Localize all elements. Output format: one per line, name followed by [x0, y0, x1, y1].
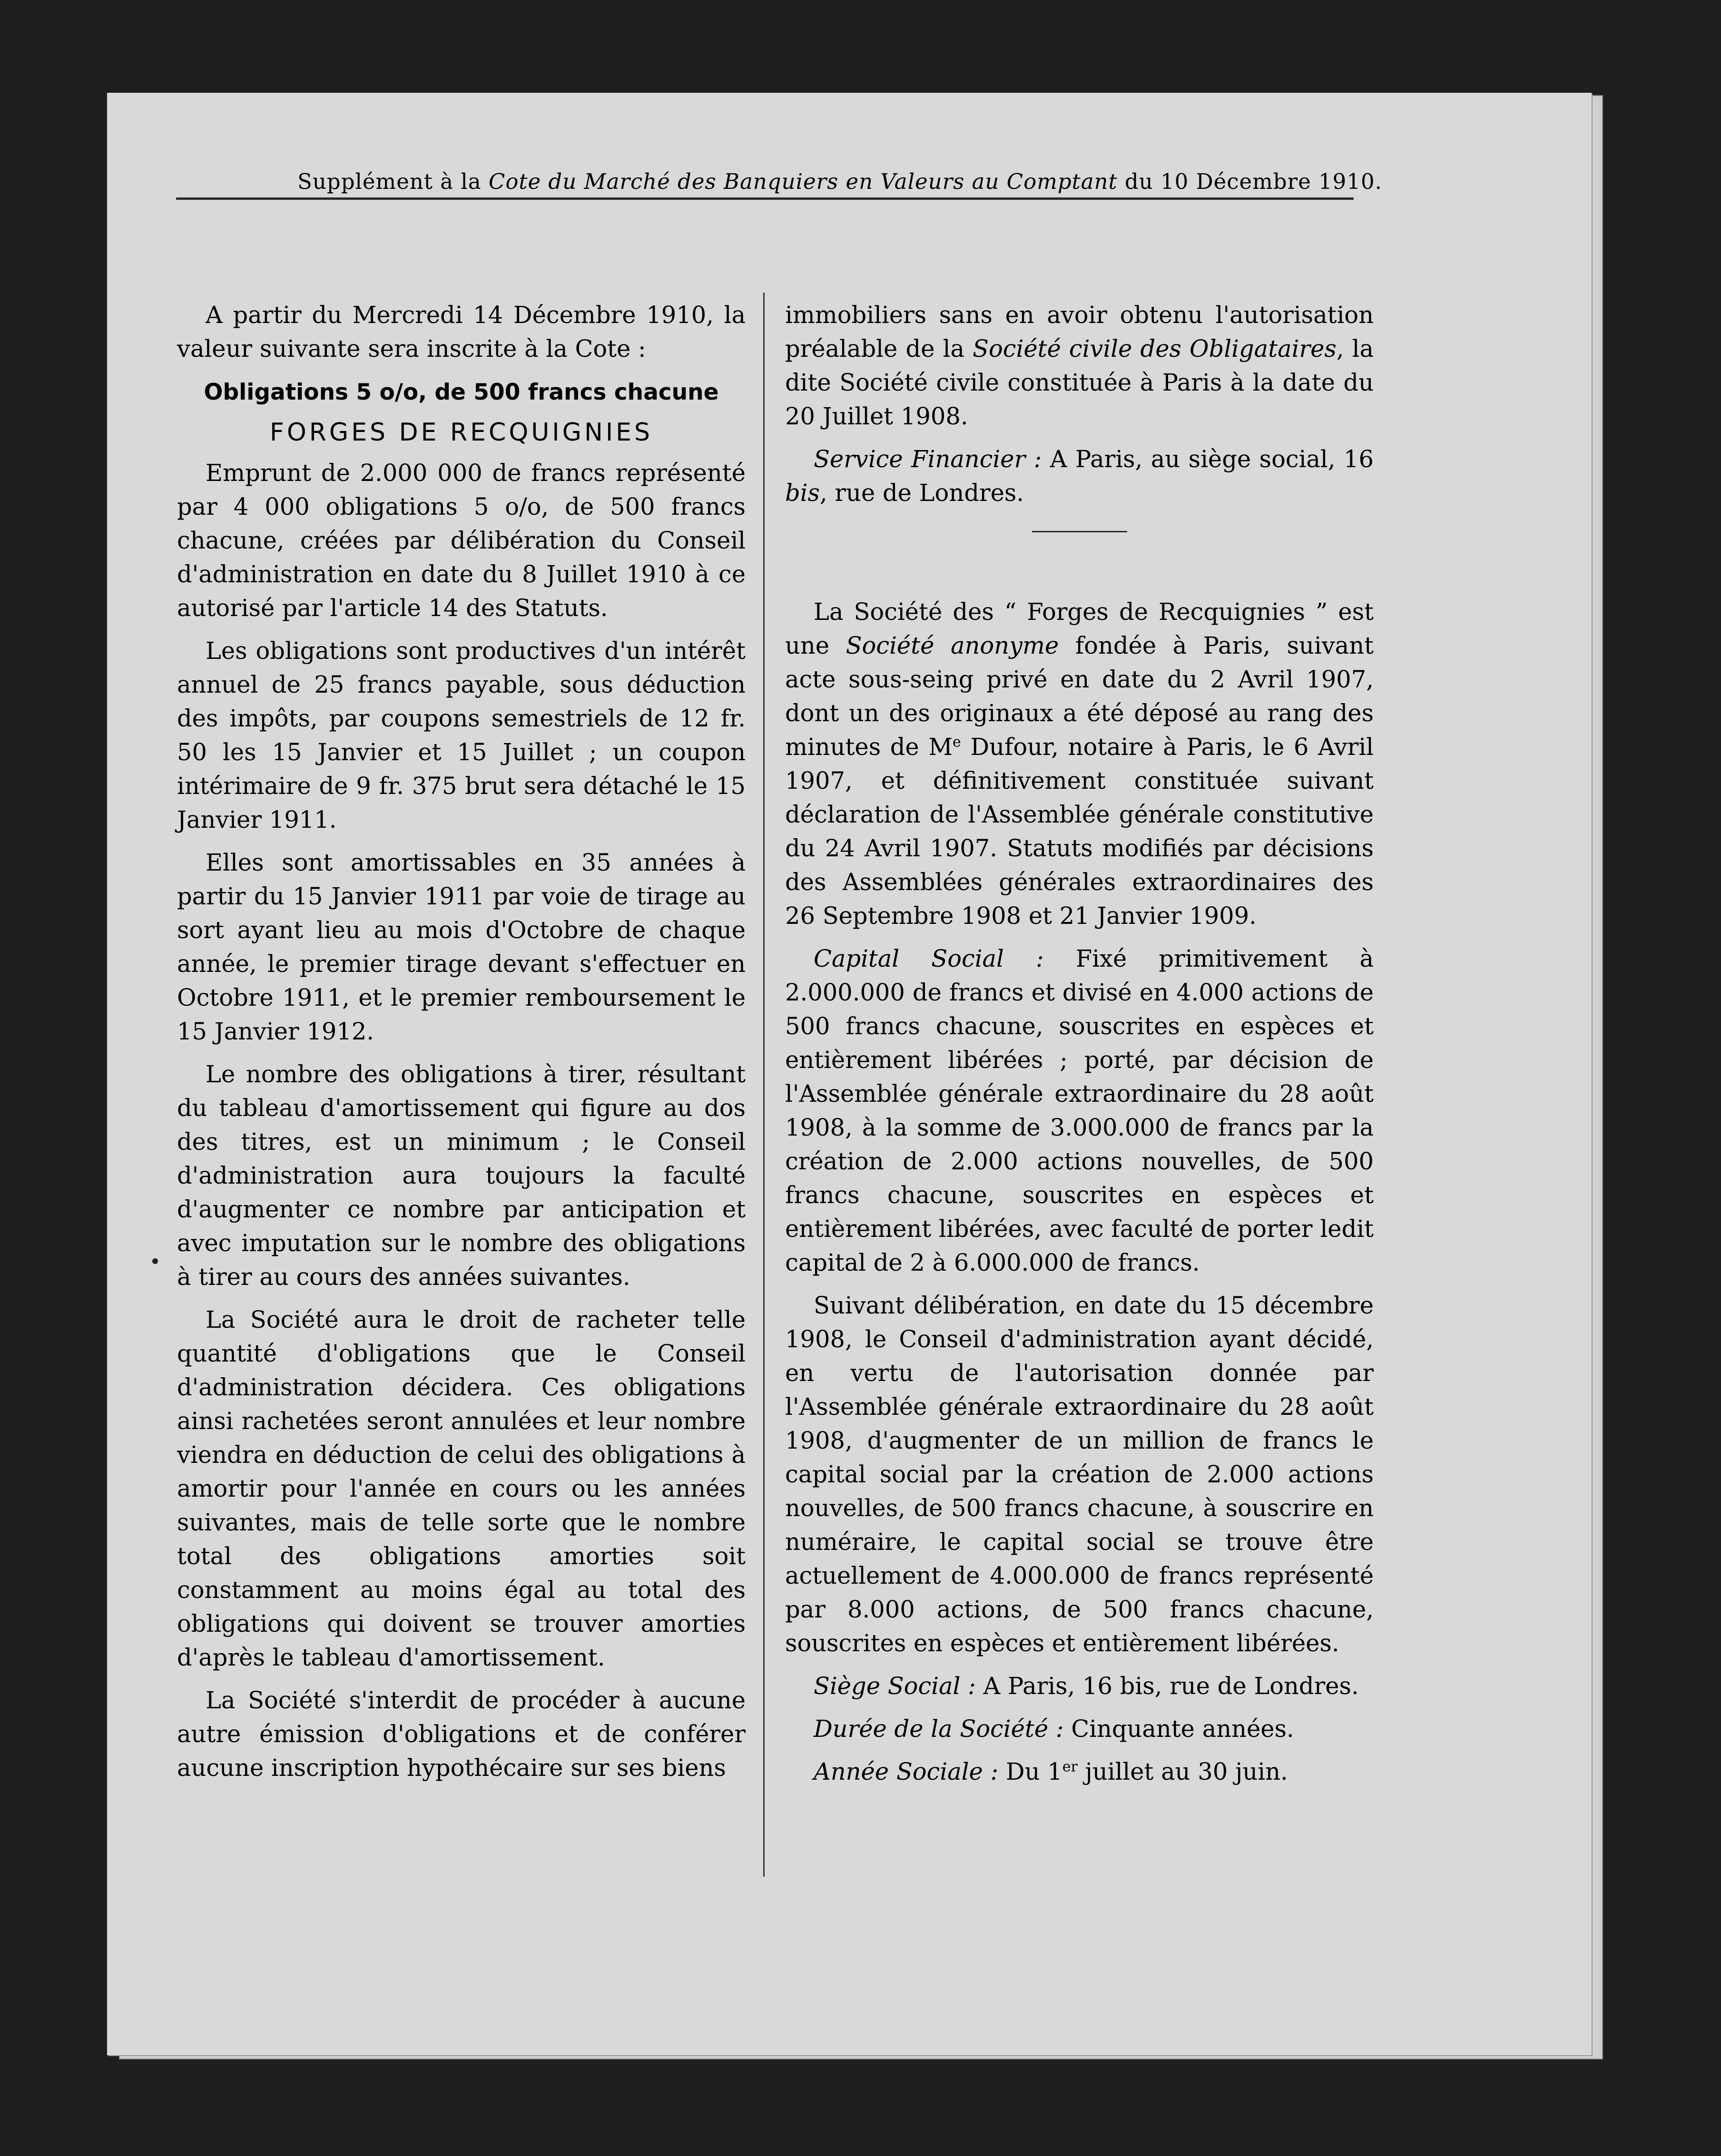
page-header [252, 169, 1427, 194]
section-separator [1032, 531, 1127, 532]
societe-civile-name: Société civile des Obligataires [973, 335, 1337, 363]
paragraph-societe: La Société des “ Forges de Recquignies ” est une Société anonyme fondée à Paris, suivant acte sous-seing privé en date du 2 Avril 1907, dont un des originaux a été déposé au rang des minutes de Me Dufour, notaire à Paris, le 6 Avril 1907, et définitivement constituée suivant déclaration de l'Assemblée générale constitutive du 24 Avril 1907. Statuts modifiés par décisions des Assemblées générales extraordinaires des 26 Septembre 1908 et 21 Janvier 1909. [785, 598, 1374, 930]
siege-social-label: Siège Social : [814, 1672, 976, 1700]
paragraph-amortissement: Elles sont amortissables en 35 années à partir du 15 Janvier 1911 par voie de tirage au sort ayant lieu au mois d'Octobre de chaque année, le premier tirage devant s'effectuer en Octobre 1911, et le premier remboursement le 15 Janvier 1912. [177, 849, 746, 1045]
header-rule [176, 197, 1354, 200]
siege-social: Siège Social : A Paris, 16 bis, rue de Londres. [814, 1672, 1359, 1700]
societe-anonyme-label: Société anonyme [846, 632, 1059, 659]
punch-mark [152, 1258, 158, 1264]
header-publication-title: Cote du Marché des Banquiers en Valeurs au Comptant [488, 169, 1118, 194]
paragraph-rachat: La Société aura le droit de racheter telle quantité d'obligations que le Conseil d'administration décidera. Ces obligations ainsi rachetées seront annulées et leur nombre viendra en déduction de celui des obligations à amortir pour l'année en cours ou les années suivantes, mais de telle sorte que le nombre total des obligations amorties soit constamment au moins égal au total des obligations qui doivent se trouver amorties d'après le tableau d'amortissement. [177, 1306, 746, 1671]
header-date: du 10 Décembre 1910. [1117, 169, 1382, 194]
duree-label: Durée de la Société : [814, 1715, 1064, 1743]
service-financier-label: Service Financier : [814, 445, 1042, 473]
left-column [177, 298, 746, 1785]
header-prefix: Supplément à la [297, 169, 489, 194]
column-divider [763, 293, 765, 1877]
service-financier: Service Financier : A Paris, au siège social, 16 bis, rue de Londres. [785, 445, 1374, 507]
right-column [785, 298, 1374, 1789]
intro-paragraph: A partir du Mercredi 14 Décembre 1910, la valeur suivante sera inscrite à la Cote : [177, 301, 746, 363]
company-name: FORGES DE RECQUIGNIES [269, 418, 653, 447]
bond-title: Obligations 5 o/o, de 500 francs chacune [204, 379, 719, 405]
paragraph-interet: Les obligations sont productives d'un intérêt annuel de 25 francs payable, sous déduction des impôts, par coupons semestriels de 12 fr. 50 les 15 Janvier et 15 Juillet ; un coupon intérimaire de 9 fr. 375 brut sera détaché le 15 Janvier 1911. [177, 637, 746, 833]
paragraph-nombre-obligations: Le nombre des obligations à tirer, résultant du tableau d'amortissement qui figure au dos des titres, est un minimum ; le Conseil d'administration aura toujours la faculté d'augmenter ce nombre par anticipation et avec imputation sur le nombre des obligations à tirer au cours des années suivantes. [177, 1060, 746, 1291]
annee-sociale: Année Sociale : Du 1er juillet au 30 juin. [814, 1758, 1288, 1785]
paragraph-emprunt: Emprunt de 2.000 000 de francs représenté par 4 000 obligations 5 o/o, de 500 francs chacune, créées par délibération du Conseil d'administration en date du 8 Juillet 1910 à ce autorisé par l'article 14 des Statuts. [177, 459, 746, 622]
annee-sociale-label: Année Sociale : [814, 1758, 999, 1785]
capital-social: Capital Social : Fixé primitivement à 2.000.000 de francs et divisé en 4.000 actions de 500 francs chacune, souscrites en espèces et entièrement libérées ; porté, par décision de l'Assemblée générale extraordinaire du 28 août 1908, à la somme de 3.000.000 de francs par la création de 2.000 actions nouvelles, de 500 francs chacune, souscrites en espèces et entièrement libérées, avec faculté de porter ledit capital de 2 à 6.000.000 de francs. [785, 945, 1374, 1276]
duree-societe: Durée de la Société : Cinquante années. [814, 1715, 1294, 1743]
paragraph-interdiction: La Société s'interdit de procéder à aucune autre émission d'obligations et de conférer aucune inscription hypothécaire sur ses biens [177, 1686, 746, 1782]
capital-social-label: Capital Social : [814, 945, 1044, 972]
paragraph-deliberation: Suivant délibération, en date du 15 décembre 1908, le Conseil d'administration ayant décidé, en vertu de l'autorisation donnée par l'Assemblée générale extraordinaire du 28 août 1908, d'augmenter de un million de francs le capital social par la création de 2.000 actions nouvelles, de 500 francs chacune, à souscrire en numéraire, le capital social se trouve être actuellement de 4.000.000 de francs représenté par 8.000 actions, de 500 francs chacune, souscrites en espèces et entièrement libérées. [785, 1292, 1374, 1657]
paragraph-continuation: immobiliers sans en avoir obtenu l'autorisation préalable de la Société civile des Obligataires, la dite Société civile constituée à Paris à la date du 20 Juillet 1908. [785, 301, 1374, 430]
